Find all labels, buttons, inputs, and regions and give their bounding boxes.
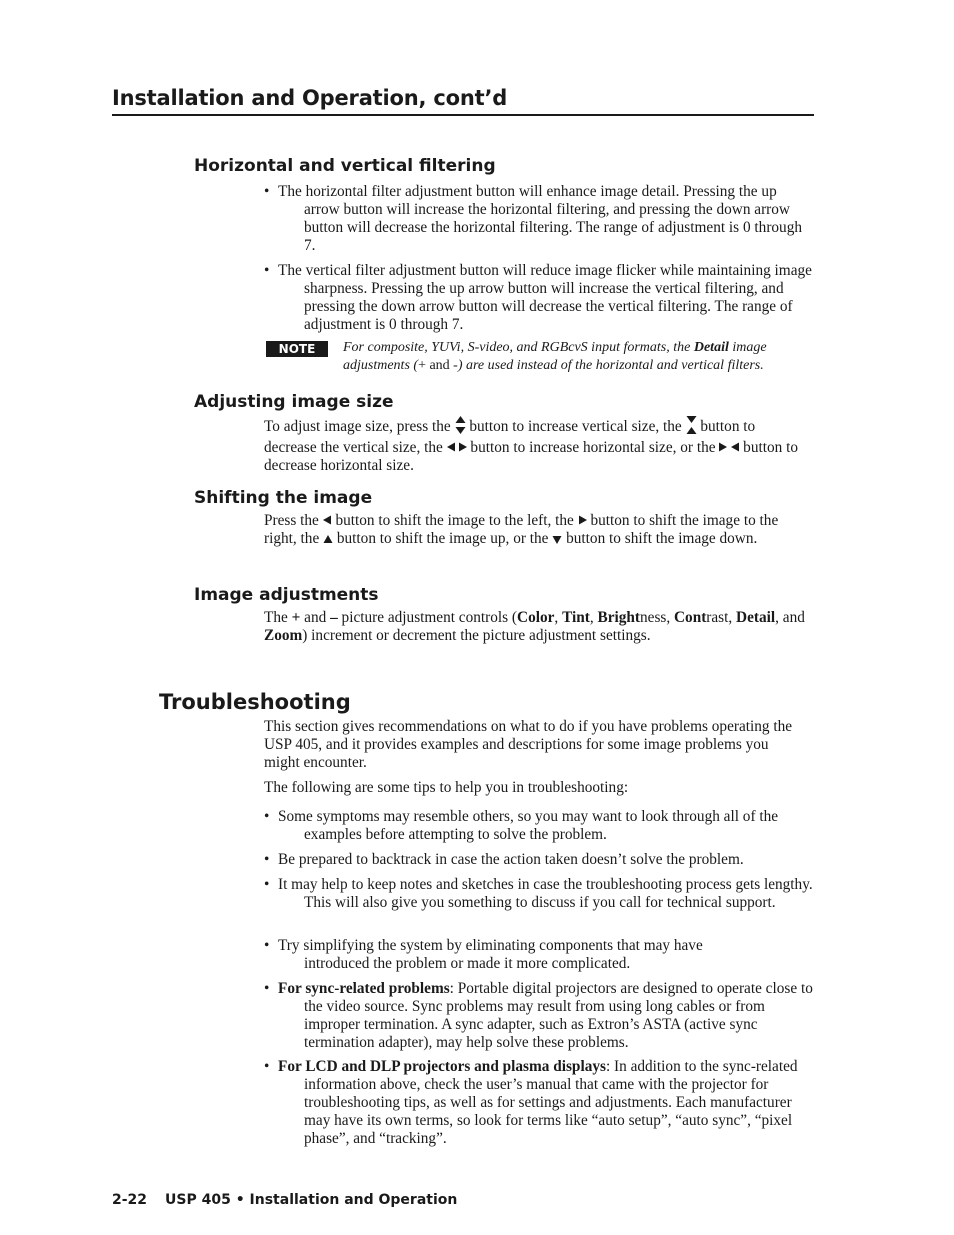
page-number: 2-22 — [112, 1192, 148, 1208]
troubleshooting-intro: This section gives recommendations on what to do if you have problems operating the USP 405, and it provides examples and descriptions for some image problems you might encounter. — [264, 718, 793, 771]
shift-paragraph: Press the button to shift the image to the left, the button to shift the image to the right, the button to shift the image up, or the button to shift the image down. — [264, 512, 779, 548]
filtering-bullet-1: • The horizontal filter adjustment button will enhance image detail. Pressing the up arrow button will increase the horizontal filtering, and pressing the down arrow button will decrease the horizontal filtering. The range of adjustment is 0 through 7. — [264, 183, 803, 254]
arrow-down-icon — [552, 531, 562, 549]
page-header — [112, 84, 814, 116]
note-badge: NOTE — [266, 341, 328, 357]
filtering-bullet-2: • The vertical filter adjustment button will reduce image flicker while maintaining image sharpness. Pressing the up arrow button will increase the vertical filtering, and pressing the down arrow button will decrease the vertical filtering. The range of adjustment is 0 through 7. — [264, 262, 812, 333]
troubleshooting-bullet-5: • For sync-related problems: Portable digital projectors are designed to operate close to the video source. Sync problems may result from using long cables or from improper termination. A sync adapter, such as Extron’s ASTA (active sync termination adapter), may help solve these problems. — [264, 980, 813, 1051]
arrow-up-icon — [323, 531, 333, 549]
footer-title: USP 405 • Installation and Operation — [165, 1192, 458, 1208]
filtering-heading: Horizontal and vertical filtering — [194, 156, 496, 176]
adjust-paragraph: The + and – picture adjustment controls (Color, Tint, Brightness, Contrast, Detail, and Zoom) increment or decrement the picture adjustment settings. — [264, 609, 805, 644]
header-title: Installation and Operation, cont’d — [112, 86, 508, 110]
troubleshooting-heading: Troubleshooting — [159, 690, 351, 714]
horizontal-shrink-icon — [719, 439, 739, 457]
filtering-bullet-2-text: The vertical filter adjustment button will reduce image flicker while maintaining image sharpness. Pressing the up arrow button will increase the vertical filtering, and pressing the down arrow button will decrease the vertical filtering. The range of adjustment is 0 through 7. — [278, 262, 812, 333]
size-heading: Adjusting image size — [194, 392, 394, 412]
shift-heading: Shifting the image — [194, 488, 373, 508]
vertical-shrink-icon — [686, 416, 697, 439]
arrow-left-icon — [323, 512, 332, 530]
horizontal-expand-icon — [447, 439, 467, 457]
filtering-bullet-1-text: The horizontal filter adjustment button will enhance image detail. Pressing the up arrow button will increase the horizontal filtering, and pressing the down arrow button will decrease the horizontal filtering. The range of adjustment is 0 through 7. — [278, 183, 803, 254]
arrow-right-icon — [578, 512, 587, 530]
troubleshooting-bullet-4: • Try simplifying the system by eliminating components that may have introduced the problem or made it more complicated. — [264, 937, 703, 972]
troubleshooting-bullet-3: • It may help to keep notes and sketches in case the troubleshooting process gets lengthy. This will also give you something to discuss if you call for technical support. — [264, 876, 813, 911]
note-text: For composite, YUVi, S-video, and RGBcvS input formats, the Detail image adjustments (+ and -) are used instead of the horizontal and vertical filters. — [343, 340, 767, 373]
troubleshooting-tips-intro: The following are some tips to help you in troubleshooting: — [264, 779, 629, 796]
adjust-heading: Image adjustments — [194, 585, 379, 605]
size-paragraph: To adjust image size, press the button to increase vertical size, the button to decrease the vertical size, the button to increase horizontal size, or the button to decrease horizontal size. — [264, 416, 804, 475]
page-footer — [112, 1190, 457, 1210]
troubleshooting-bullet-1: • Some symptoms may resemble others, so you may want to look through all of the examples before attempting to solve the problem. — [264, 808, 779, 843]
header-rule — [112, 114, 814, 116]
vertical-expand-icon — [455, 416, 466, 439]
troubleshooting-bullet-6: • For LCD and DLP projectors and plasma displays: In addition to the sync-related information above, check the user’s manual that came with the projector for troubleshooting tips, as well as for settings and adjustments. Each manufacturer may have its own terms, so look for terms like “auto setup”, “auto sync”, “pixel phase”, and “tracking”. — [264, 1058, 798, 1147]
troubleshooting-bullet-2: • Be prepared to backtrack in case the action taken doesn’t solve the problem. — [264, 851, 744, 868]
